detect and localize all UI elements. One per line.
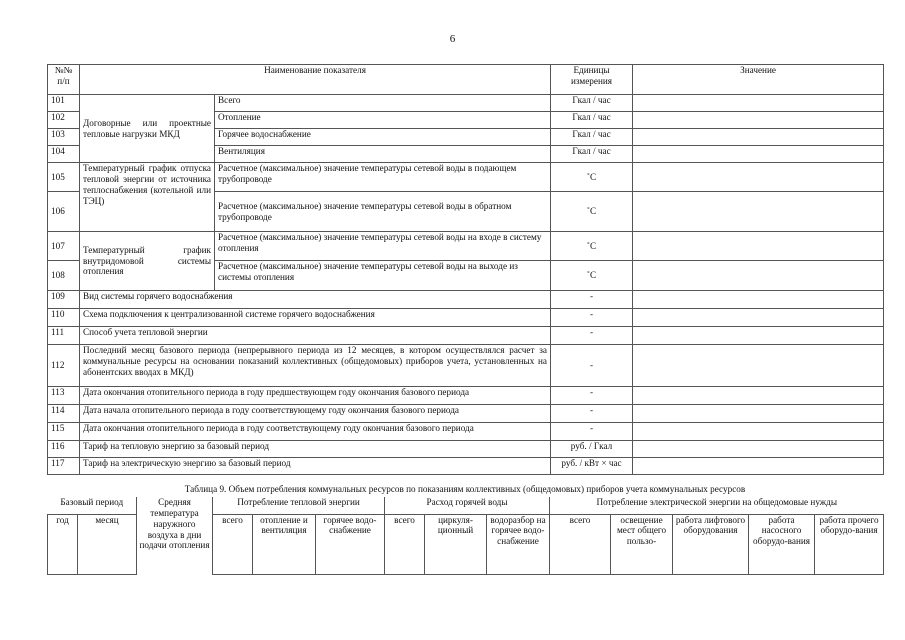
indicators-table (47, 64, 884, 475)
row-value (633, 345, 884, 387)
row-units: ˚С (551, 163, 633, 192)
header-hw-drawoff: водоразбор на горячее водо-снабжение (487, 514, 550, 574)
table-row (48, 441, 884, 458)
row-value (633, 163, 884, 192)
row-name: Последний месяц базового периода (непрерывного периода из 12 месяцев, в котором осуществлялся расчет за коммунальные ресурсы на основании показаний коллективных (общедомовых) приборов учета, установленных на абонентских вводах в МКД) (80, 345, 551, 387)
header-avg-temp: Средняя температура наружного воздуха в дни подачи отопления (137, 497, 213, 574)
row-number: 109 (48, 291, 80, 309)
row-value (633, 261, 884, 291)
table-row (48, 232, 884, 261)
table-row (48, 423, 884, 441)
row-value (633, 458, 884, 475)
row-units: - (551, 345, 633, 387)
row-value (633, 112, 884, 129)
row-number: 117 (48, 458, 80, 475)
row-units: - (551, 387, 633, 405)
row-value (633, 232, 884, 261)
row-value (633, 192, 884, 232)
header-value: Значение (633, 65, 884, 95)
row-value (633, 387, 884, 405)
row-name: Отопление (215, 112, 551, 129)
row-name: Расчетное (максимальное) значение температуры сетевой воды в обратном трубопроводе (215, 192, 551, 232)
table-row (48, 163, 884, 192)
header-month: месяц (78, 514, 137, 574)
row-number: 108 (48, 261, 80, 291)
row-name: Схема подключения к централизованной системе горячего водоснабжения (80, 309, 551, 327)
header-el-lighting: освещение мест общего пользо- (611, 514, 673, 574)
table-row (48, 291, 884, 309)
row-units: ˚С (551, 232, 633, 261)
group-label-contract-loads: Договорные или проектные тепловые нагрузки МКД (80, 95, 215, 163)
header-el-other: работа прочего оборудо-вания (815, 514, 884, 574)
row-value (633, 405, 884, 423)
row-value (633, 95, 884, 112)
table-row (48, 345, 884, 387)
row-units: Гкал / час (551, 129, 633, 146)
table9-group-header-row (48, 497, 884, 514)
row-name: Способ учета тепловой энергии (80, 327, 551, 345)
page-number: 6 (449, 33, 456, 45)
header-units: Единицы измерения (551, 65, 633, 95)
row-units: руб. / кВт × час (551, 458, 633, 475)
row-units: Гкал / час (551, 146, 633, 163)
table-row (48, 95, 884, 112)
row-number: 102 (48, 112, 80, 129)
row-name: Дата окончания отопительного периода в году соответствующему году окончания базового периода (80, 423, 551, 441)
row-units: - (551, 423, 633, 441)
row-units: - (551, 291, 633, 309)
table-row (48, 458, 884, 475)
row-name: Тариф на электрическую энергию за базовый период (80, 458, 551, 475)
header-el-total: всего (550, 514, 611, 574)
table-row (48, 387, 884, 405)
header-name: Наименование показателя (80, 65, 551, 95)
row-value (633, 146, 884, 163)
header-el-lift: работа лифтового оборудования (673, 514, 749, 574)
row-value (633, 327, 884, 345)
row-units: Гкал / час (551, 112, 633, 129)
row-name: Дата начала отопительного периода в году соответствующему году окончания базового периода (80, 405, 551, 423)
row-name: Тариф на тепловую энергию за базовый период (80, 441, 551, 458)
header-heat-heating: отопление и вентиляция (253, 514, 316, 574)
row-number: 107 (48, 232, 80, 261)
table-row (48, 309, 884, 327)
row-number: 110 (48, 309, 80, 327)
row-name: Расчетное (максимальное) значение температуры сетевой воды на выходе из системы отопления (215, 261, 551, 291)
row-value (633, 309, 884, 327)
row-units: - (551, 405, 633, 423)
table-row (48, 405, 884, 423)
row-name: Расчетное (максимальное) значение температуры сетевой воды в подающем трубопроводе (215, 163, 551, 192)
row-number: 113 (48, 387, 80, 405)
row-number: 114 (48, 405, 80, 423)
header-heat-consumption: Потребление тепловой энергии (213, 497, 385, 514)
row-number: 111 (48, 327, 80, 345)
header-hw-total: всего (385, 514, 425, 574)
row-number: 104 (48, 146, 80, 163)
consumption-table (47, 497, 884, 575)
row-units: ˚С (551, 261, 633, 291)
row-number: 115 (48, 423, 80, 441)
group-label-tempgraph-internal: Температурный график внутридомовой системы отопления (80, 232, 215, 291)
row-name: Дата окончания отопительного периода в году предшествующем году окончания базового периода (80, 387, 551, 405)
header-year: год (48, 514, 78, 574)
row-units: Гкал / час (551, 95, 633, 112)
row-name: Вентиляция (215, 146, 551, 163)
row-number: 101 (48, 95, 80, 112)
row-units: - (551, 309, 633, 327)
row-name: Расчетное (максимальное) значение температуры сетевой воды на входе в систему отопления (215, 232, 551, 261)
row-units: руб. / Гкал (551, 441, 633, 458)
table9-caption: Таблица 9. Объем потребления коммунальных ресурсов по показаниям коллективных (общедомовых) приборов учета коммунальных ресурсов (184, 484, 746, 494)
row-value (633, 291, 884, 309)
header-base-period: Базовый период (48, 497, 137, 514)
row-value (633, 441, 884, 458)
row-value (633, 423, 884, 441)
row-number: 116 (48, 441, 80, 458)
row-number: 103 (48, 129, 80, 146)
row-units: ˚С (551, 192, 633, 232)
group-label-tempgraph-source: Температурный график отпуска тепловой энергии от источника теплоснабжения (котельной или ТЭЦ) (80, 163, 215, 232)
row-number: 105 (48, 163, 80, 192)
header-hot-water: Расход горячей воды (385, 497, 550, 514)
header-heat-hws: горячее водо-снабжение (316, 514, 385, 574)
row-name: Всего (215, 95, 551, 112)
header-hw-circulation: циркуля-ционный (425, 514, 487, 574)
table-row (48, 327, 884, 345)
row-number: 112 (48, 345, 80, 387)
row-name: Вид системы горячего водоснабжения (80, 291, 551, 309)
header-electric-consumption: Потребление электрической энергии на общедомовые нужды (550, 497, 884, 514)
header-heat-total: всего (213, 514, 253, 574)
row-value (633, 129, 884, 146)
row-name: Горячее водоснабжение (215, 129, 551, 146)
row-number: 106 (48, 192, 80, 232)
header-el-pump: работа насосного оборудо-вания (749, 514, 815, 574)
row-units: - (551, 327, 633, 345)
header-number: №№ п/п (48, 65, 80, 95)
table-header-row (48, 65, 884, 95)
